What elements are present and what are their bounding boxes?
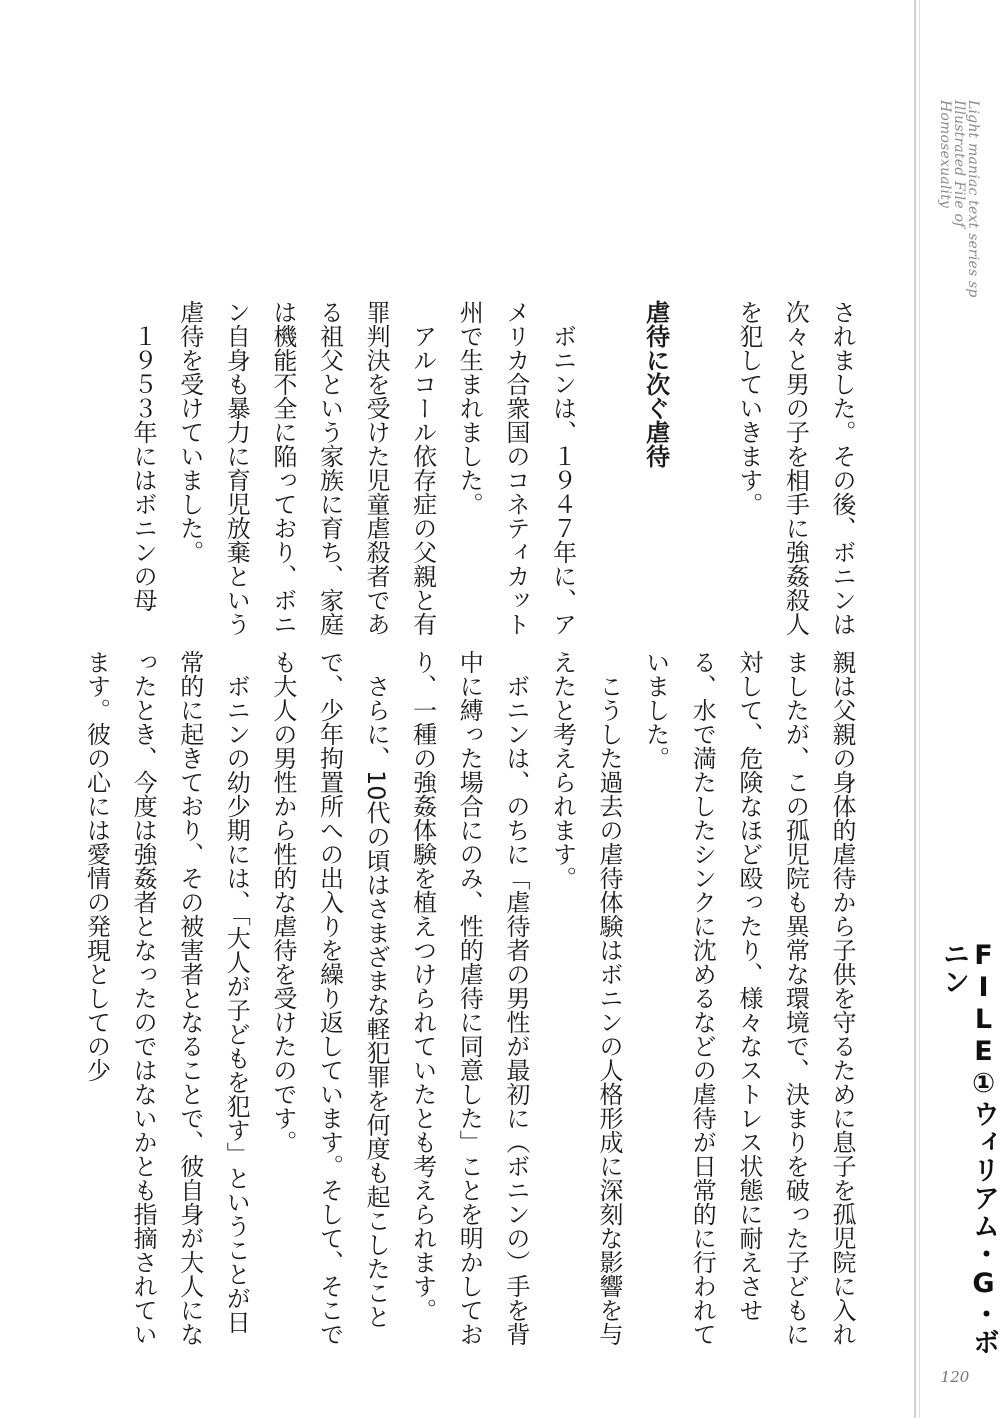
paragraph: されました。その後、ボニンは次々と男の子を相手に強姦殺人を犯していきます。	[734, 300, 856, 636]
paragraph: こうした過去の虐待体験はボニンの人格形成に深刻な影響を与えたと考えられます。	[548, 650, 624, 1346]
file-title: FILE①ウィリアム・G・ボニン	[938, 940, 999, 1356]
page-number: 120	[940, 1368, 970, 1386]
page-margin-rule-inner	[919, 0, 920, 1418]
page-margin-rule	[914, 0, 916, 1418]
paragraph: 親は父親の身体的虐待から子供を守るために息子を孤児院に入れましたが、この孤児院も異常な環境で、決まりを破った子どもに対して、危険なほど殴ったり、様々なストレス状態に耐えさせる、水で満たしたシンクに沈めるなどの虐待が日常的に行われていました。	[641, 650, 856, 1346]
paragraph: さらに、10代の頃はさまざまな軽犯罪を何度も起こしたことで、少年拘置所への出入りを繰り返しています。そして、そこでも大人の男性から性的な虐待を受けたのです。	[268, 650, 391, 1346]
section-heading: 虐待に次ぐ虐待	[641, 300, 670, 468]
paragraph: １９５３年にはボニンの母	[129, 324, 158, 612]
paragraph-gap	[679, 300, 726, 640]
paragraph: アルコール依存症の父親と有罪判決を受けた児童虐殺者である祖父という家族に育ち、家庭は機能不全に陥っており、ボニン自身も暴力に育児放棄という虐待を受けていました。	[175, 300, 437, 636]
paragraph: ボニンは、１９４７年に、アメリカ合衆国のコネティカット州で生まれました。	[455, 300, 577, 636]
series-line-2: Illustrated File of Homosexuality	[937, 100, 967, 228]
top-text-block	[129, 300, 865, 640]
paragraph: ボニンは、のちに「虐待者の男性が最初に（ボニンの）手を背中に縛った場合にのみ、性的虐待に同意した」ことを明かしており、一種の強姦体験を植えつけられていたとも考えられます。	[408, 650, 530, 1346]
paragraph: ボニンの幼少期には、「大人が子どもを犯す」ということが日常的に起きており、その被害者となることで、彼自身が大人になったとき、今度は強姦者となったのではないかとも指摘されています。彼の心には愛情の発現としての少	[82, 650, 251, 1346]
series-header	[938, 100, 980, 300]
bottom-text-block	[82, 650, 865, 1350]
paragraph-gap	[585, 300, 632, 640]
series-line-1: Light maniac text series sp	[965, 100, 981, 298]
